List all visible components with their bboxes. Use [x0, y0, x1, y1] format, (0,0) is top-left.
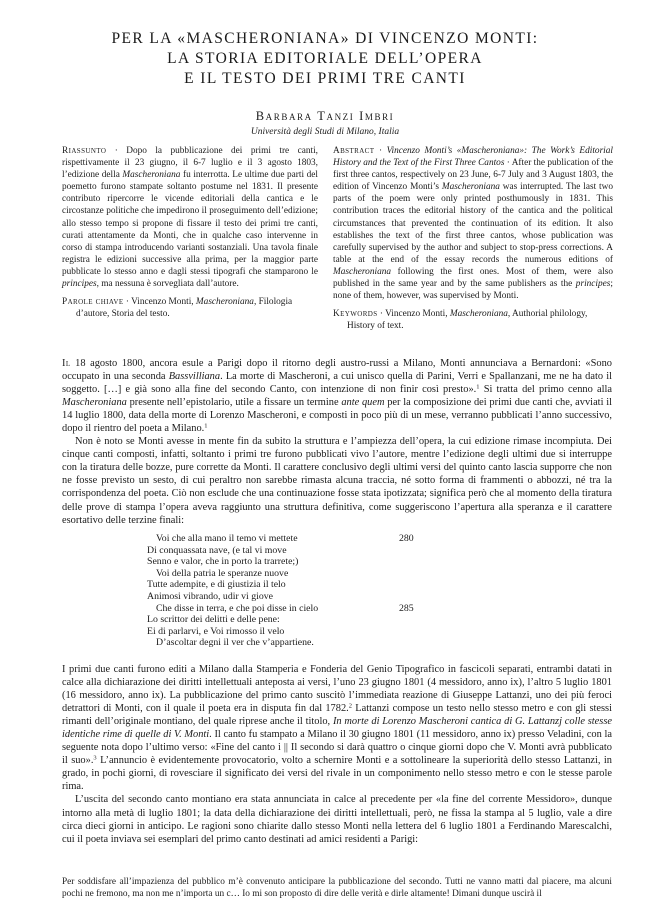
- block-quote-text: Per soddisfare all’impazienza del pubblico m’è convenuto anticipare la pubblicazione del secondo. Tutti ne vanno matti dal piacere, ma alcuni pochi ne fremono, ma non me n’importa un c… Io mi son proposto di dire delle verità e dirle altamente! Dimani dunque uscirà il: [62, 877, 612, 900]
- poem-line: [147, 626, 437, 638]
- body-paragraph-1: Il 18 agosto 1800, ancora esule a Parigi dopo il ritorno degli austro-russi a Milano, Monti annunciava a Bernardoni: «Sono occupato in una seconda Bassvilliana. La morte di Mascheroni, a cui unisco quella di Parini, Verri e Spallanzani, me ne ha dato il soggetto. […] e già sono alla fine del secondo Canto, con intenzione di non finir così presto».$^1$ Si tratta del primo cenno alla Mascheroniana presente nell’epistolario, utile a fissare un termine ante quem per la composizione dei primi due canti che, avviati il 14 luglio 1800, data della morte di Lorenzo Mascheroni, e composti in poco più di un mese, verranno pubblicati l’anno successivo, dopo il rientro del poeta a Milano.$^1$: [62, 358, 612, 435]
- poem-line-text: Che disse in terra, e che poi disse in cielo: [156, 602, 319, 614]
- poem-line-text: Voi che alla mano il temo vi mettete: [156, 533, 298, 544]
- poem-line-text: D’ascoltar degni il ver che v’appartiene.: [156, 637, 314, 649]
- footnote-ref[interactable]: 3: [93, 754, 97, 762]
- article-title-line-2: LA STORIA EDITORIALE DELL’OPERA: [167, 50, 483, 67]
- author-affiliation: Università degli Studi di Milano, Italia: [250, 127, 400, 137]
- keywords-italian: Parole chiave · Vincenzo Monti, Mascheroniana, Filologia d’autore, Storia del testo.: [62, 297, 293, 320]
- poem-line-text: Tutte adempite, e di giustizia il telo: [147, 579, 286, 591]
- body-paragraph-2: Non è noto se Monti avesse in mente fin da subito la struttura e l’ampiezza dell’opera, la cui edizione rimase incompiuta. Dei cinque canti composti, infatti, soltanto i primi tre furono pubblicati vivo l’autore, mentre l’edizione degli ultimi due si interruppe con la tiratura delle bozze, pure corrette da Monti. Il carattere conclusivo degli ultimi versi del quinto canto lascia supporre che non ne fosse previsto un sesto, di cui peraltro non sarebbe rimasta alcuna traccia, né sotto forma di frammenti o abbozzi, né tra la corrispondenza del poeta. Ciò non esclude che una continuazione fosse stata ipotizzata; significa però che al momento della tiratura delle prove di stampa l’opera aveva raggiunto una struttura definitiva, come suggeriscono l’apertura alla speranza e il carattere esortativo delle terzine finali:: [62, 436, 612, 526]
- abstract-italian-text: Riassunto · Dopo la pubblicazione dei primi tre canti, rispettivamente il 23 giugno, il 6-7 luglio e il 3 agosto 1803, l’edizione della Mascheroniana fu interrotta. Le ultime due parti del poemetto furono stampate soltanto postume nel 1831. Il presente contributo ripercorre le vicende editoriali della cantica e le circostanze politiche che impedirono il proseguimento dell’edizione; allo stesso tempo si propone di fissare il testo dei primi tre canti, curati attentamente da Monti, che in qualche caso intervenne in corso di stampa introducendo varianti sostanziali. Una tavola finale registra le edizioni successive alla prima, per la maggior parte pubblicate lo stesso anno e dagli stessi tipografi che stamparono le principes, ma nessuna è sorvegliata dall’autore.: [62, 146, 319, 290]
- poem-line-text: Ei di parlarvi, e Voi rimosso il velo: [147, 625, 285, 637]
- body-paragraph-4: L’uscita del secondo canto montiano era stata annunciata in calce al precedente per «la fine del corrente Messidoro», dunque intorno alla metà di luglio 1801; la data della dichiarazione dei diritti intellettuali, però, ne fissa la stampa al 5 luglio, vale a dire circa dieci giorni in anticipo. Le ragioni sono chiarite dallo stesso Monti nella lettera del 6 luglio 1801 a Ferdinando Marescalchi, cui il poeta inviava sei esemplari del primo canto destinati ad amici residenti a Parigi:: [62, 794, 612, 845]
- poem-excerpt: [147, 533, 437, 649]
- poem-line: [147, 603, 437, 615]
- poem-line: [147, 614, 437, 626]
- poem-line: [147, 637, 437, 649]
- poem-line: [147, 568, 437, 580]
- footnote-ref[interactable]: 1: [204, 422, 208, 430]
- poem-line-text: Senno e valor, che in porto la trarrete;): [147, 556, 299, 568]
- footnote-ref[interactable]: 2: [348, 702, 352, 710]
- abstract-english-label: Abstract: [333, 146, 375, 156]
- keywords-english-label: Keywords: [333, 309, 378, 320]
- article-title-line-3: E IL TESTO DEI PRIMI TRE CANTI: [184, 70, 466, 87]
- body-section-2: [62, 663, 612, 846]
- drop-cap: Il: [62, 358, 71, 369]
- body-paragraph-3: I primi due canti furono editi a Milano dalla Stamperia e Fonderia del Genio Tipografico in fascicoli separati, entrambi datati in calce alla dichiarazione dei diritti intellettuali anteposta ai versi, l’uno 23 giugno 1801 (4 messidoro, anno ix), l’altro 5 luglio 1801 (16 messidoro, anno ix). La pubblicazione del primo canto suscitò l’immediata reazione di Giuseppe Lattanzi, uno dei più feroci detrattori di Monti, con il quale il poeta era in disputa fin dal 1782.$^2$ Lattanzi compose un testo nello stesso metro e con gli stessi rimanti dell’originale montiano, del quale riprese anche il titolo, In morte di Lorenzo Mascheroni cantica di G. Lattanzj colle stesse identiche rime di quelle di V. Monti. Il canto fu stampato a Milano il 30 giugno 1801 (11 messidoro, anno ix) presso Veladini, con la seguente nota dopo l’ultimo verso: «Fine del canto i || Il secondo si darà quattro o cinque giorni dopo che V. Monti avrà pubblicato il suo».$^3$ L’annuncio è evidentemente provocatorio, volto a schernire Monti e a sottolineare la superiorità dello stesso Lattanzi, in grado, in pochi giorni, di rovesciare il significato dei versi del rivale in un componimento nello stesso metro e con le stesse parole rima.: [62, 664, 612, 793]
- poem-line: [147, 533, 437, 545]
- block-quote: [62, 876, 612, 901]
- poem-line-text: Animosi vibrando, udir vi giove: [147, 590, 273, 602]
- abstract-italian: [62, 145, 318, 320]
- footnote-ref[interactable]: 1: [476, 383, 480, 391]
- abstract-italian-label: Riassunto: [62, 146, 107, 156]
- poem-line: [147, 545, 437, 557]
- poem-line-text: Lo scrittor dei delitti e delle pene:: [147, 614, 280, 626]
- poem-line-number: 280: [399, 533, 414, 544]
- keywords-italian-label: Parole chiave: [62, 297, 124, 308]
- article-title-line-1: PER LA «MASCHERONIANA» DI VINCENZO MONTI:: [111, 30, 539, 47]
- abstract-english-title: Vincenzo Monti’s «Mascheroniana»: The Work’s Editorial History and the Text of the First Three Cantos: [333, 146, 613, 169]
- abstract-english-text: Abstract · Vincenzo Monti’s «Mascheroniana»: The Work’s Editorial History and the Text of the First Three Cantos · After the publication of the first three cantos, respectively on 23 June, 6-7 July and 3 August 1803, the edition of Vincenzo Monti’s Mascheroniana was interrupted. The last two parts of the poem were only printed posthumously in 1831. This contribution traces the editorial history of the cantica and the political circumstances that prevented the continuation of its edition. It also establishes the text of the first three cantos, whose publication was carefully supervised by the author and subject to stop-press corrections. A table at the end of the essay records the numerous editions of Mascheroniana following the first ones. Most of them, were also published in the same year and by the same publishers as the principes; none of them, however, was supervised by Monti.: [333, 146, 613, 302]
- body-section-1: [62, 357, 612, 527]
- abstract-english: [333, 145, 613, 332]
- poem-line: [147, 579, 437, 591]
- poem-line-text: Voi della patria le speranze nuove: [156, 567, 289, 579]
- poem-line-number: 285: [399, 602, 414, 614]
- poem-line-text: Di conquassata nave, (e tal vi move: [147, 544, 287, 556]
- keywords-english: Keywords · Vincenzo Monti, Mascheroniana, Authorial philology, History of text.: [333, 309, 588, 332]
- poem-line: [147, 556, 437, 568]
- poem-line: [147, 591, 437, 603]
- author-name: Barbara Tanzi Imbri: [255, 109, 395, 123]
